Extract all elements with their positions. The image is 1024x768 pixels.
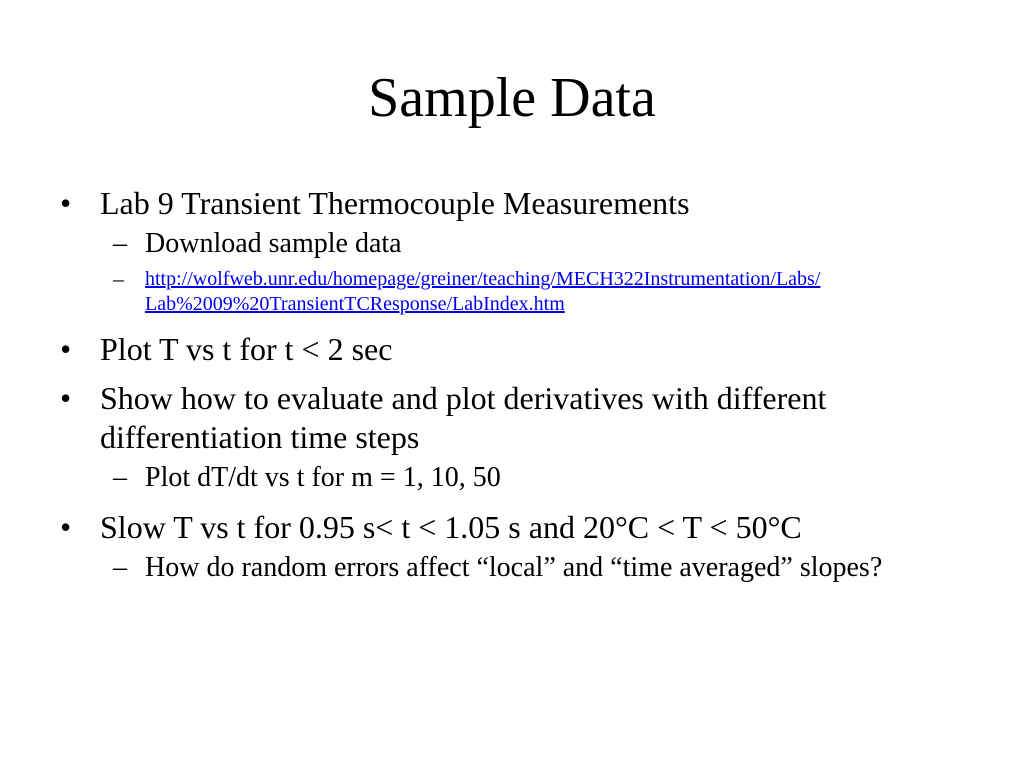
bullet-dot-icon: • [60, 380, 72, 416]
sub-bullet-item [100, 461, 970, 495]
dash-icon: – [113, 552, 127, 583]
bullet-item [60, 508, 970, 585]
bullet-item [60, 184, 970, 317]
link-line-2[interactable]: Lab%2009%20TransientTCResponse/LabIndex.htm [145, 293, 565, 315]
bullet-text: Lab 9 Transient Thermocouple Measurements [100, 185, 690, 221]
sub-bullet-text: How do random errors affect “local” and “time averaged” slopes? [145, 552, 883, 583]
sample-data-link[interactable] [145, 268, 820, 315]
bullet-dot-icon: • [60, 509, 72, 545]
sub-bullet-item [100, 267, 970, 317]
bullet-item [60, 379, 970, 495]
bullet-dot-icon: • [60, 331, 72, 367]
sub-bullet-list [100, 461, 970, 495]
sub-bullet-list [100, 551, 970, 585]
sub-bullet-item [100, 551, 970, 585]
dash-icon: – [113, 462, 127, 493]
bullet-text: Slow T vs t for 0.95 s< t < 1.05 s and 20°C < T < 50°C [100, 509, 802, 545]
bullet-list [60, 184, 970, 598]
bullet-dot-icon: • [60, 185, 72, 221]
dash-icon: – [113, 228, 127, 259]
sub-bullet-text: Download sample data [145, 228, 402, 259]
sub-bullet-list [100, 227, 970, 317]
bullet-text: Show how to evaluate and plot derivatives with different differentiation time steps [100, 380, 827, 455]
bullet-item [60, 330, 970, 369]
link-line-1[interactable]: http://wolfweb.unr.edu/homepage/greiner/teaching/MECH322Instrumentation/Labs/ [145, 268, 821, 290]
bullet-text: Plot T vs t for t < 2 sec [100, 331, 393, 367]
sub-bullet-item [100, 227, 970, 261]
slide-title: Sample Data [368, 67, 656, 129]
dash-icon: – [113, 266, 124, 291]
sub-bullet-text: Plot dT/dt vs t for m = 1, 10, 50 [145, 462, 501, 493]
